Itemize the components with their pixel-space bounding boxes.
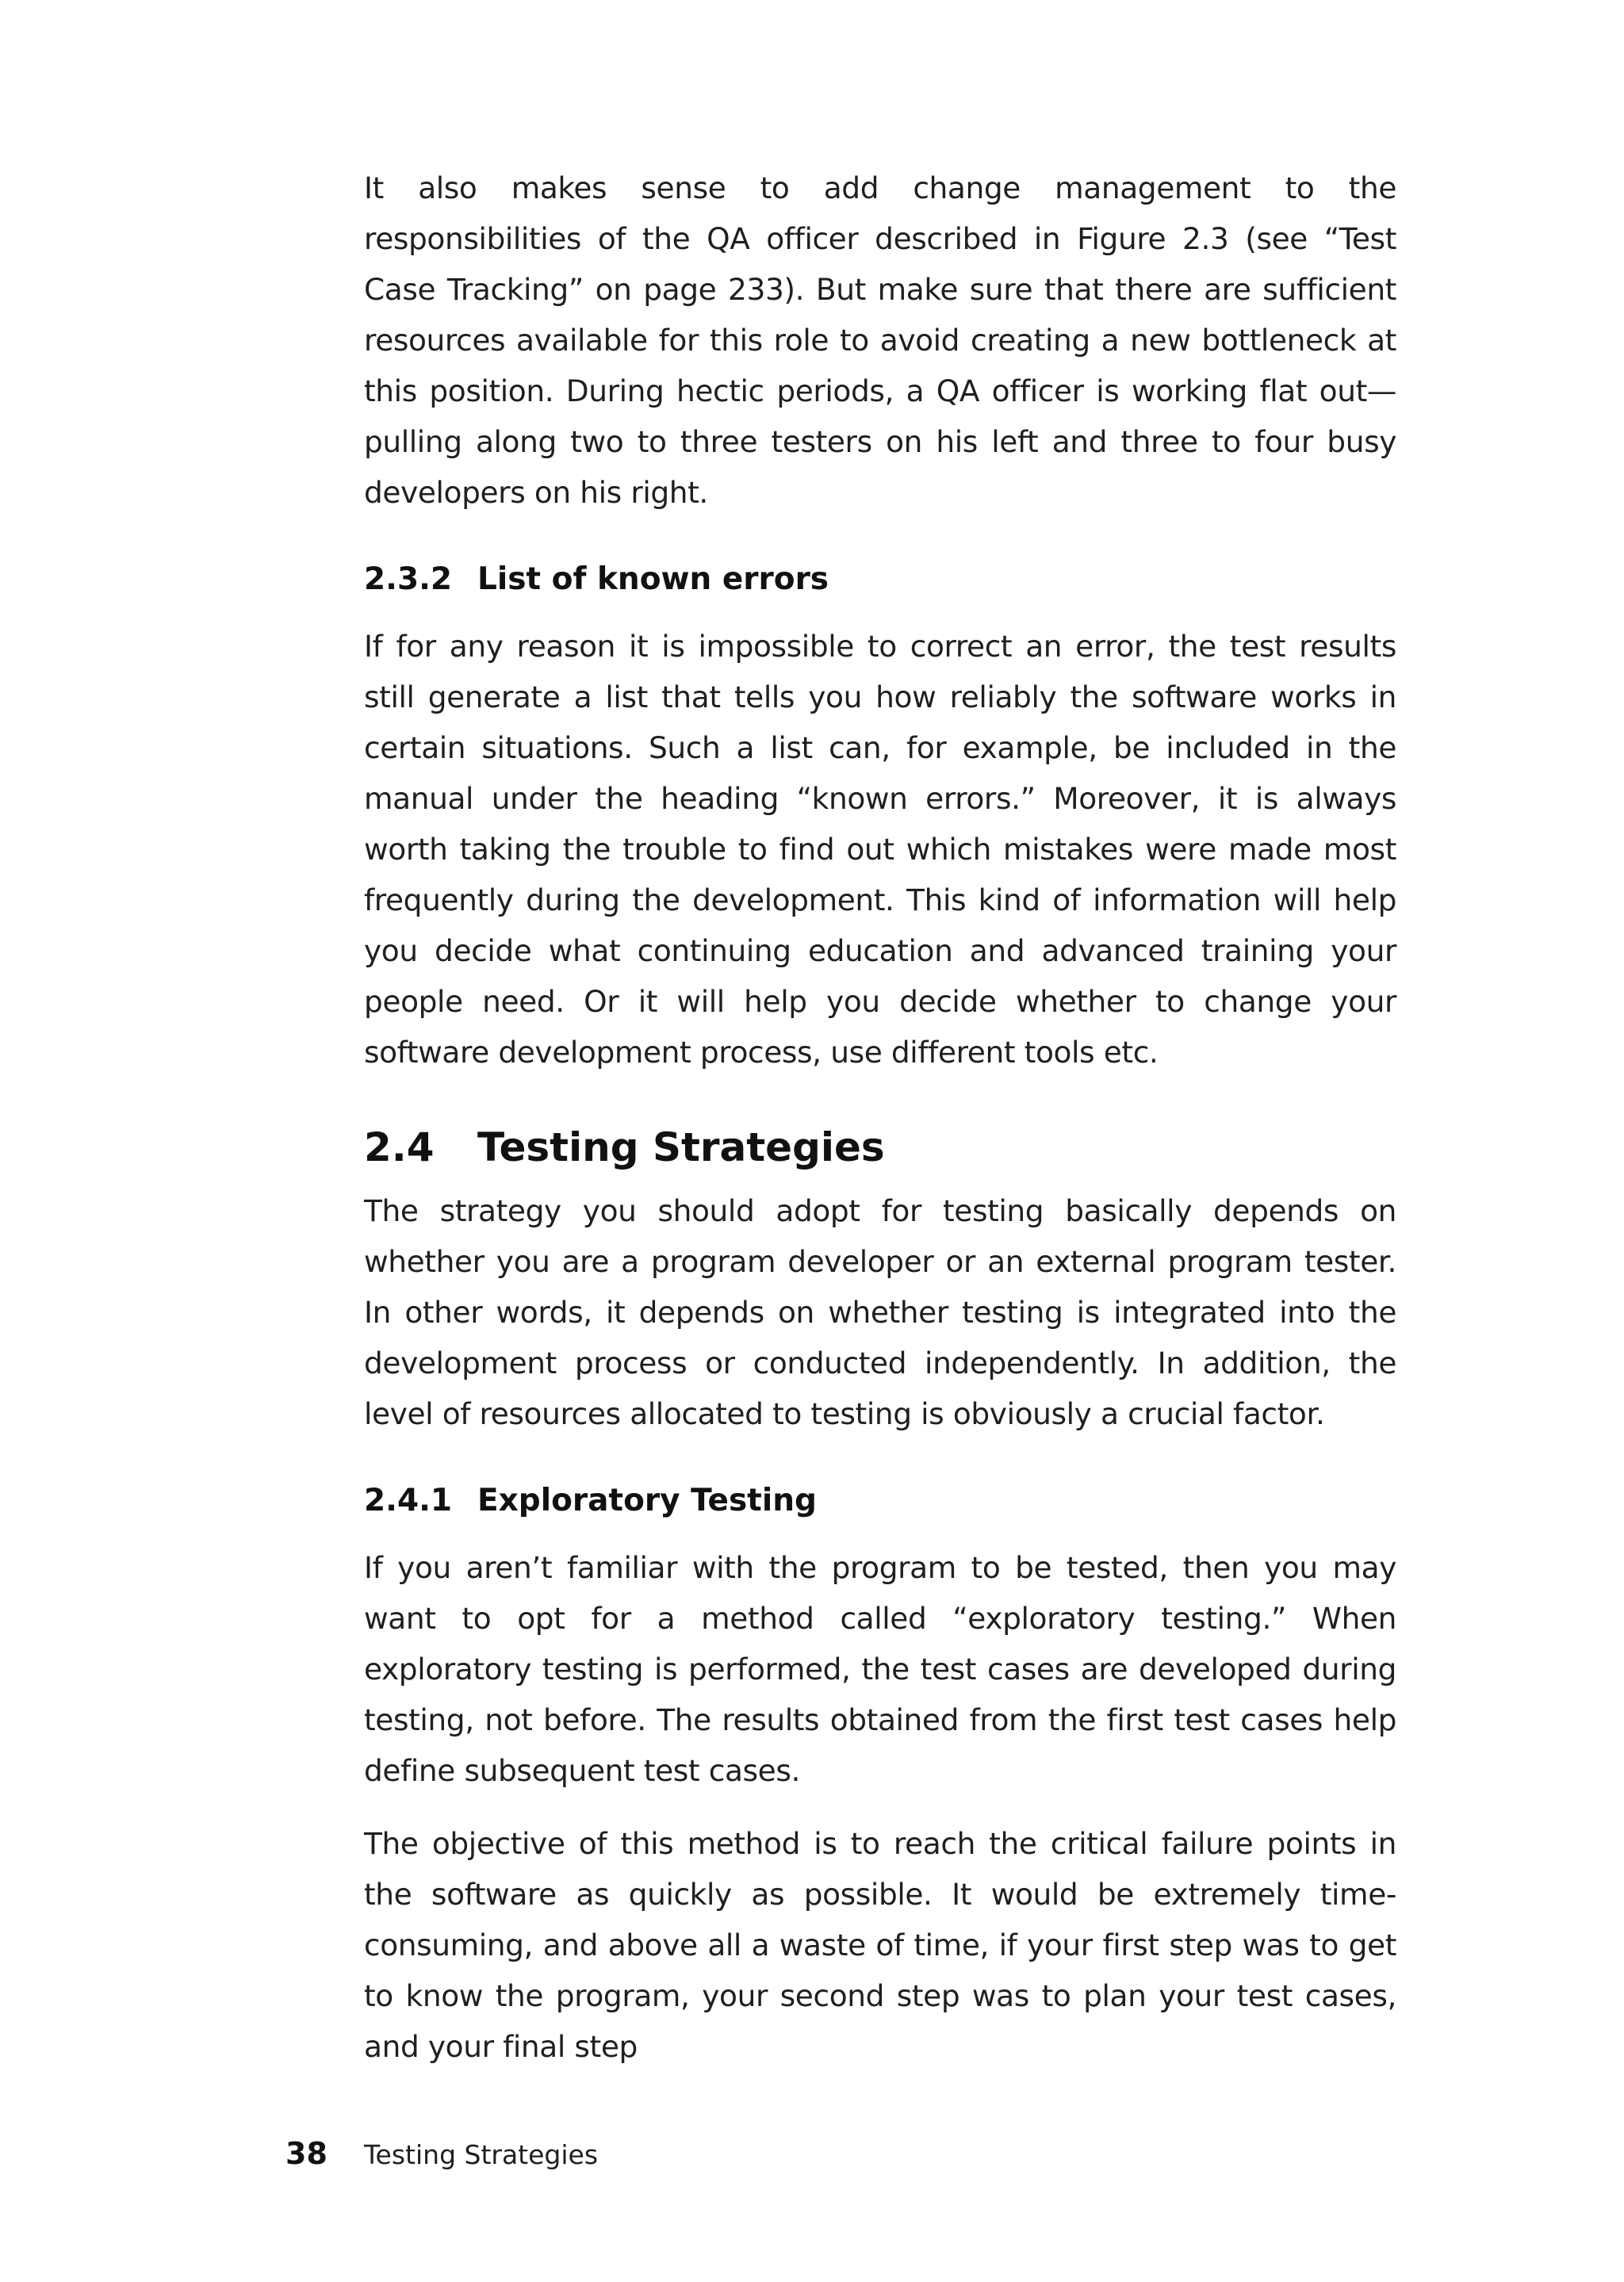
- page-number: 38: [285, 2136, 327, 2171]
- paragraph-known-errors: If for any reason it is impossible to correct an error, the test results still generate a list that tells you how reliably the software works in certain situations. Such a list can, for example, be included in the manual under the heading “known errors.” Moreover, it is always worth taking the trouble to find out which mistakes were made most frequently during the development. This kind of information will help you decide what continuing education and advanced training your people need. Or it will help you decide whether to change your software development process, use different tools etc.: [364, 629, 1396, 1070]
- page-body: [364, 163, 1396, 2072]
- running-title: Testing Strategies: [364, 2139, 599, 2170]
- section-number: 2.4.1: [364, 1483, 453, 1518]
- paragraph-exploratory-testing: If you aren’t familiar with the program to be tested, then you may want to opt for a method called “exploratory testing.” When exploratory testing is performed, the test cases are developed during testing, not before. The results obtained from the first test cases help define subsequent test cases.: [364, 1550, 1396, 1788]
- section-number: 2.3.2: [364, 561, 453, 597]
- section-title: List of known errors: [477, 561, 829, 597]
- section-title: Exploratory Testing: [477, 1483, 817, 1518]
- page-footer: [285, 2136, 598, 2176]
- section-heading-2-4-1: [364, 1477, 1396, 1525]
- section-heading-2-4: [364, 1120, 1396, 1174]
- paragraph-testing-strategies: The strategy you should adopt for testing basically depends on whether you are a program developer or an external program tester. In other words, it depends on whether testing is integrated into the development process or conducted independently. In addition, the level of resources allocated to testing is obviously a crucial factor.: [364, 1193, 1396, 1431]
- section-title: Testing Strategies: [477, 1124, 885, 1170]
- section-heading-2-3-2: [364, 556, 1396, 603]
- section-number: 2.4: [364, 1124, 435, 1170]
- paragraph-change-management: It also makes sense to add change management to the responsibilities of the QA officer described in Figure 2.3 (see “Test Case Tracking” on page 233). But make sure that there are sufficient resources available for this role to avoid creating a new bottleneck at this position. During hectic periods, a QA officer is working flat out—pulling along two to three testers on his left and three to four busy developers on his right.: [364, 170, 1396, 510]
- paragraph-objective: The objective of this method is to reach the critical failure points in the software as quickly as possible. It would be extremely time-consuming, and above all a waste of time, if your first step was to get to know the program, your second step was to plan your test cases, and your final step: [364, 1826, 1396, 2064]
